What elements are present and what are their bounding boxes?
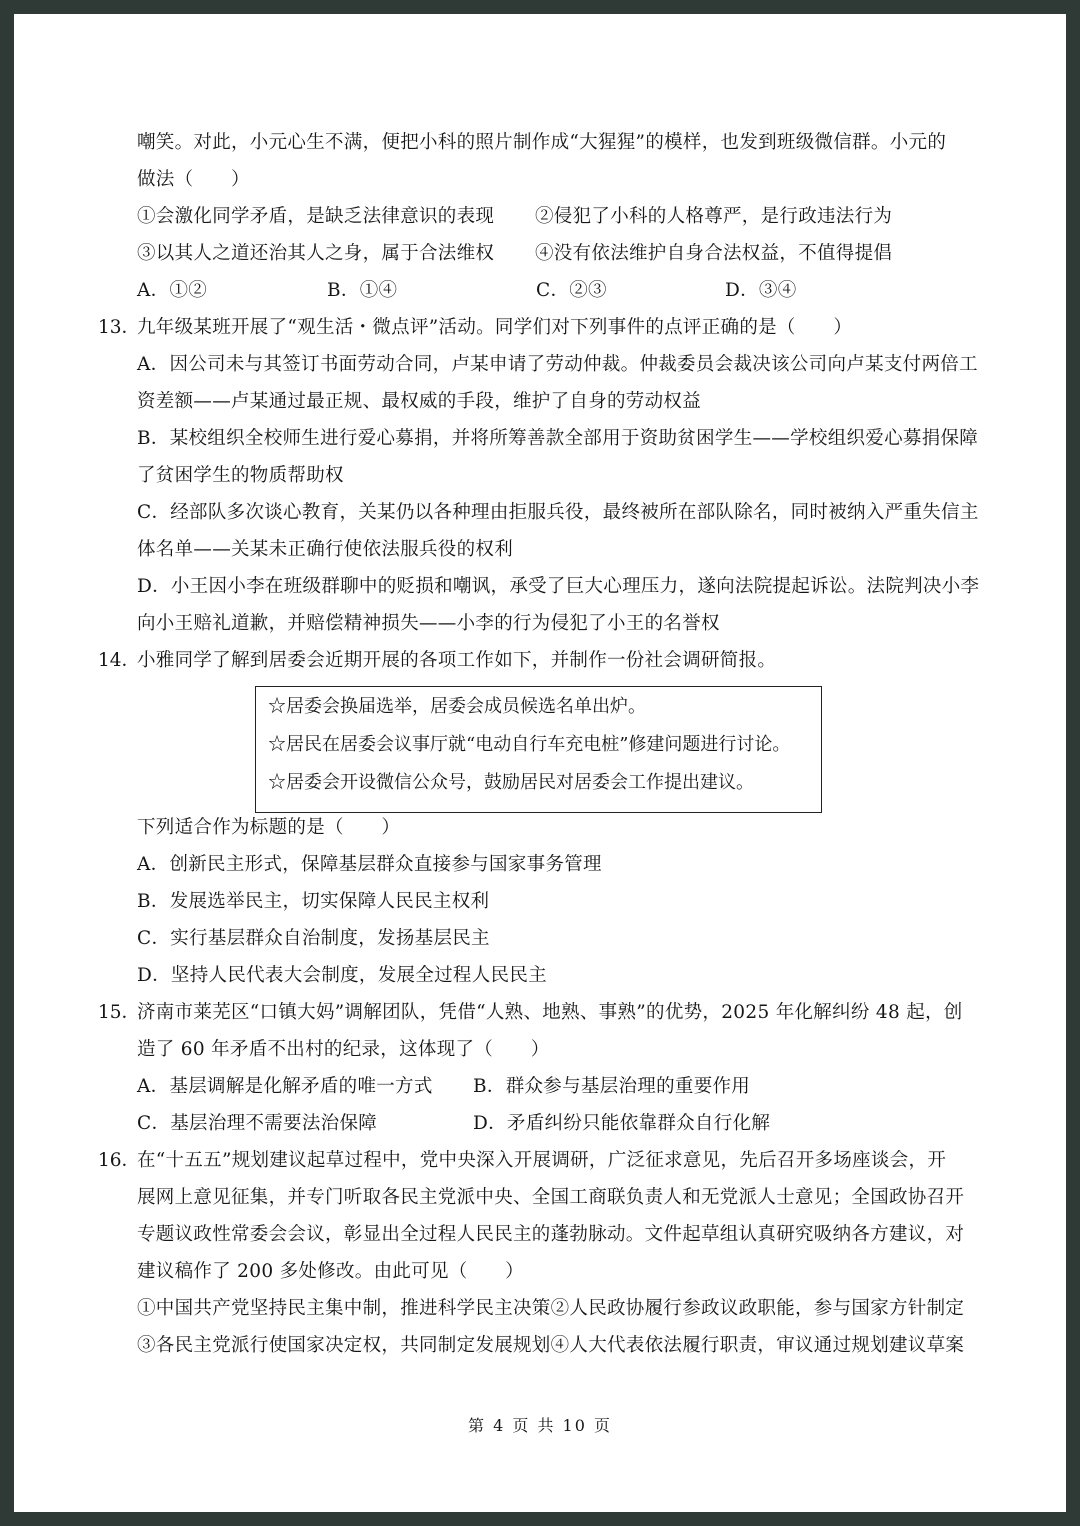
q13-number: 13． bbox=[98, 317, 141, 338]
q14-option-d: D．坚持人民代表大会制度，发展全过程人民民主 bbox=[137, 965, 547, 986]
q16-stem-line-3: 专题议政性常委会会议，彰显出全过程人民民主的蓬勃脉动。文件起草组认真研究吸纳各方建议，对 bbox=[137, 1224, 965, 1245]
q12-option-d: D．③④ bbox=[725, 280, 797, 301]
q14-option-a: A．创新民主形式，保障基层群众直接参与国家事务管理 bbox=[137, 854, 602, 875]
q15-option-b: B．群众参与基层治理的重要作用 bbox=[473, 1076, 751, 1097]
q15-number: 15． bbox=[98, 1002, 141, 1023]
q13-option-b-line-2: 了贫困学生的物质帮助权 bbox=[137, 465, 344, 486]
q13-option-a-line-1: A．因公司未与其签订书面劳动合同，卢某申请了劳动仲裁。仲裁委员会裁决该公司向卢某支付两倍工 bbox=[137, 354, 978, 375]
q16-stem-line-4: 建议稿作了 200 多处修改。由此可见（ ） bbox=[137, 1261, 524, 1282]
q15-option-a: A．基层调解是化解矛盾的唯一方式 bbox=[137, 1076, 433, 1097]
q12-continuation-line-1: 嘲笑。对此，小元心生不满，便把小科的照片制作成“大猩猩”的模样，也发到班级微信群。小元的 bbox=[137, 132, 947, 153]
q15-stem-line-1: 济南市莱芜区“口镇大妈”调解团队，凭借“人熟、地熟、事熟”的优势，2025 年化解纠纷 48 起，创 bbox=[137, 1002, 963, 1023]
q14-option-c: C．实行基层群众自治制度，发扬基层民主 bbox=[137, 928, 490, 949]
q12-statement-2: ②侵犯了小科的人格尊严，是行政违法行为 bbox=[535, 206, 893, 227]
q12-statement-4: ④没有依法维护自身合法权益，不值得提倡 bbox=[535, 243, 893, 264]
q12-statement-3: ③以其人之道还治其人之身，属于合法维权 bbox=[137, 243, 495, 264]
q16-statements-1-2: ①中国共产党坚持民主集中制，推进科学民主决策②人民政协履行参政议政职能，参与国家方针制定 bbox=[137, 1298, 965, 1319]
q14-stem: 小雅同学了解到居委会近期开展的各项工作如下，并制作一份社会调研简报。 bbox=[137, 650, 777, 671]
q13-option-c-line-1: C．经部队多次谈心教育，关某仍以各种理由拒服兵役，最终被所在部队除名，同时被纳入严重失信主 bbox=[137, 502, 979, 523]
q12-option-b: B．①④ bbox=[327, 280, 398, 301]
q12-option-a: A．①② bbox=[137, 280, 208, 301]
q14-box-item: ☆居委会换届选举，居委会成员候选名单出炉。 bbox=[268, 696, 646, 717]
q14-number: 14． bbox=[98, 650, 141, 671]
q13-option-d-line-1: D．小王因小李在班级群聊中的贬损和嘲讽，承受了巨大心理压力，遂向法院提起诉讼。法院判决小李 bbox=[137, 576, 980, 597]
q12-continuation-line-2: 做法（ ） bbox=[137, 169, 250, 190]
q15-option-d: D．矛盾纠纷只能依靠群众自行化解 bbox=[473, 1113, 771, 1134]
q16-number: 16． bbox=[98, 1150, 141, 1171]
q15-stem-line-2: 造了 60 年矛盾不出村的纪录，这体现了（ ） bbox=[137, 1039, 550, 1060]
q13-option-a-line-2: 资差额——卢某通过最正规、最权威的手段，维护了自身的劳动权益 bbox=[137, 391, 702, 412]
q14-box-item: ☆居委会开设微信公众号，鼓励居民对居委会工作提出建议。 bbox=[268, 772, 754, 793]
q13-option-d-line-2: 向小王赔礼道歉，并赔偿精神损失——小李的行为侵犯了小王的名誉权 bbox=[137, 613, 720, 634]
q13-option-b-line-1: B．某校组织全校师生进行爱心募捐，并将所筹善款全部用于资助贫困学生——学校组织爱心募捐保障 bbox=[137, 428, 979, 449]
q14-box-item: ☆居民在居委会议事厅就“电动自行车充电桩”修建问题进行讨论。 bbox=[268, 734, 791, 755]
q16-stem-line-1: 在“十五五”规划建议起草过程中，党中央深入开展调研，广泛征求意见，先后召开多场座谈会，开 bbox=[137, 1150, 947, 1171]
q13-stem: 九年级某班开展了“观生活・微点评”活动。同学们对下列事件的点评正确的是（ ） bbox=[137, 317, 853, 338]
q12-statement-1: ①会激化同学矛盾，是缺乏法律意识的表现 bbox=[137, 206, 495, 227]
q15-option-c: C．基层治理不需要法治保障 bbox=[137, 1113, 378, 1134]
q12-option-c: C．②③ bbox=[536, 280, 607, 301]
q16-stem-line-2: 展网上意见征集，并专门听取各民主党派中央、全国工商联负责人和无党派人士意见；全国政协召开 bbox=[137, 1187, 965, 1208]
q16-statements-3-4: ③各民主党派行使国家决定权，共同制定发展规划④人大代表依法履行职责，审议通过规划建议草案 bbox=[137, 1335, 965, 1356]
page-footer: 第 4 页 共 10 页 bbox=[468, 1416, 612, 1435]
q14-prompt: 下列适合作为标题的是（ ） bbox=[137, 817, 401, 838]
q14-notice-box bbox=[255, 686, 822, 813]
q14-option-b: B．发展选举民主，切实保障人民民主权利 bbox=[137, 891, 490, 912]
exam-page bbox=[14, 14, 1066, 1512]
q13-option-c-line-2: 体名单——关某未正确行使依法服兵役的权利 bbox=[137, 539, 514, 560]
